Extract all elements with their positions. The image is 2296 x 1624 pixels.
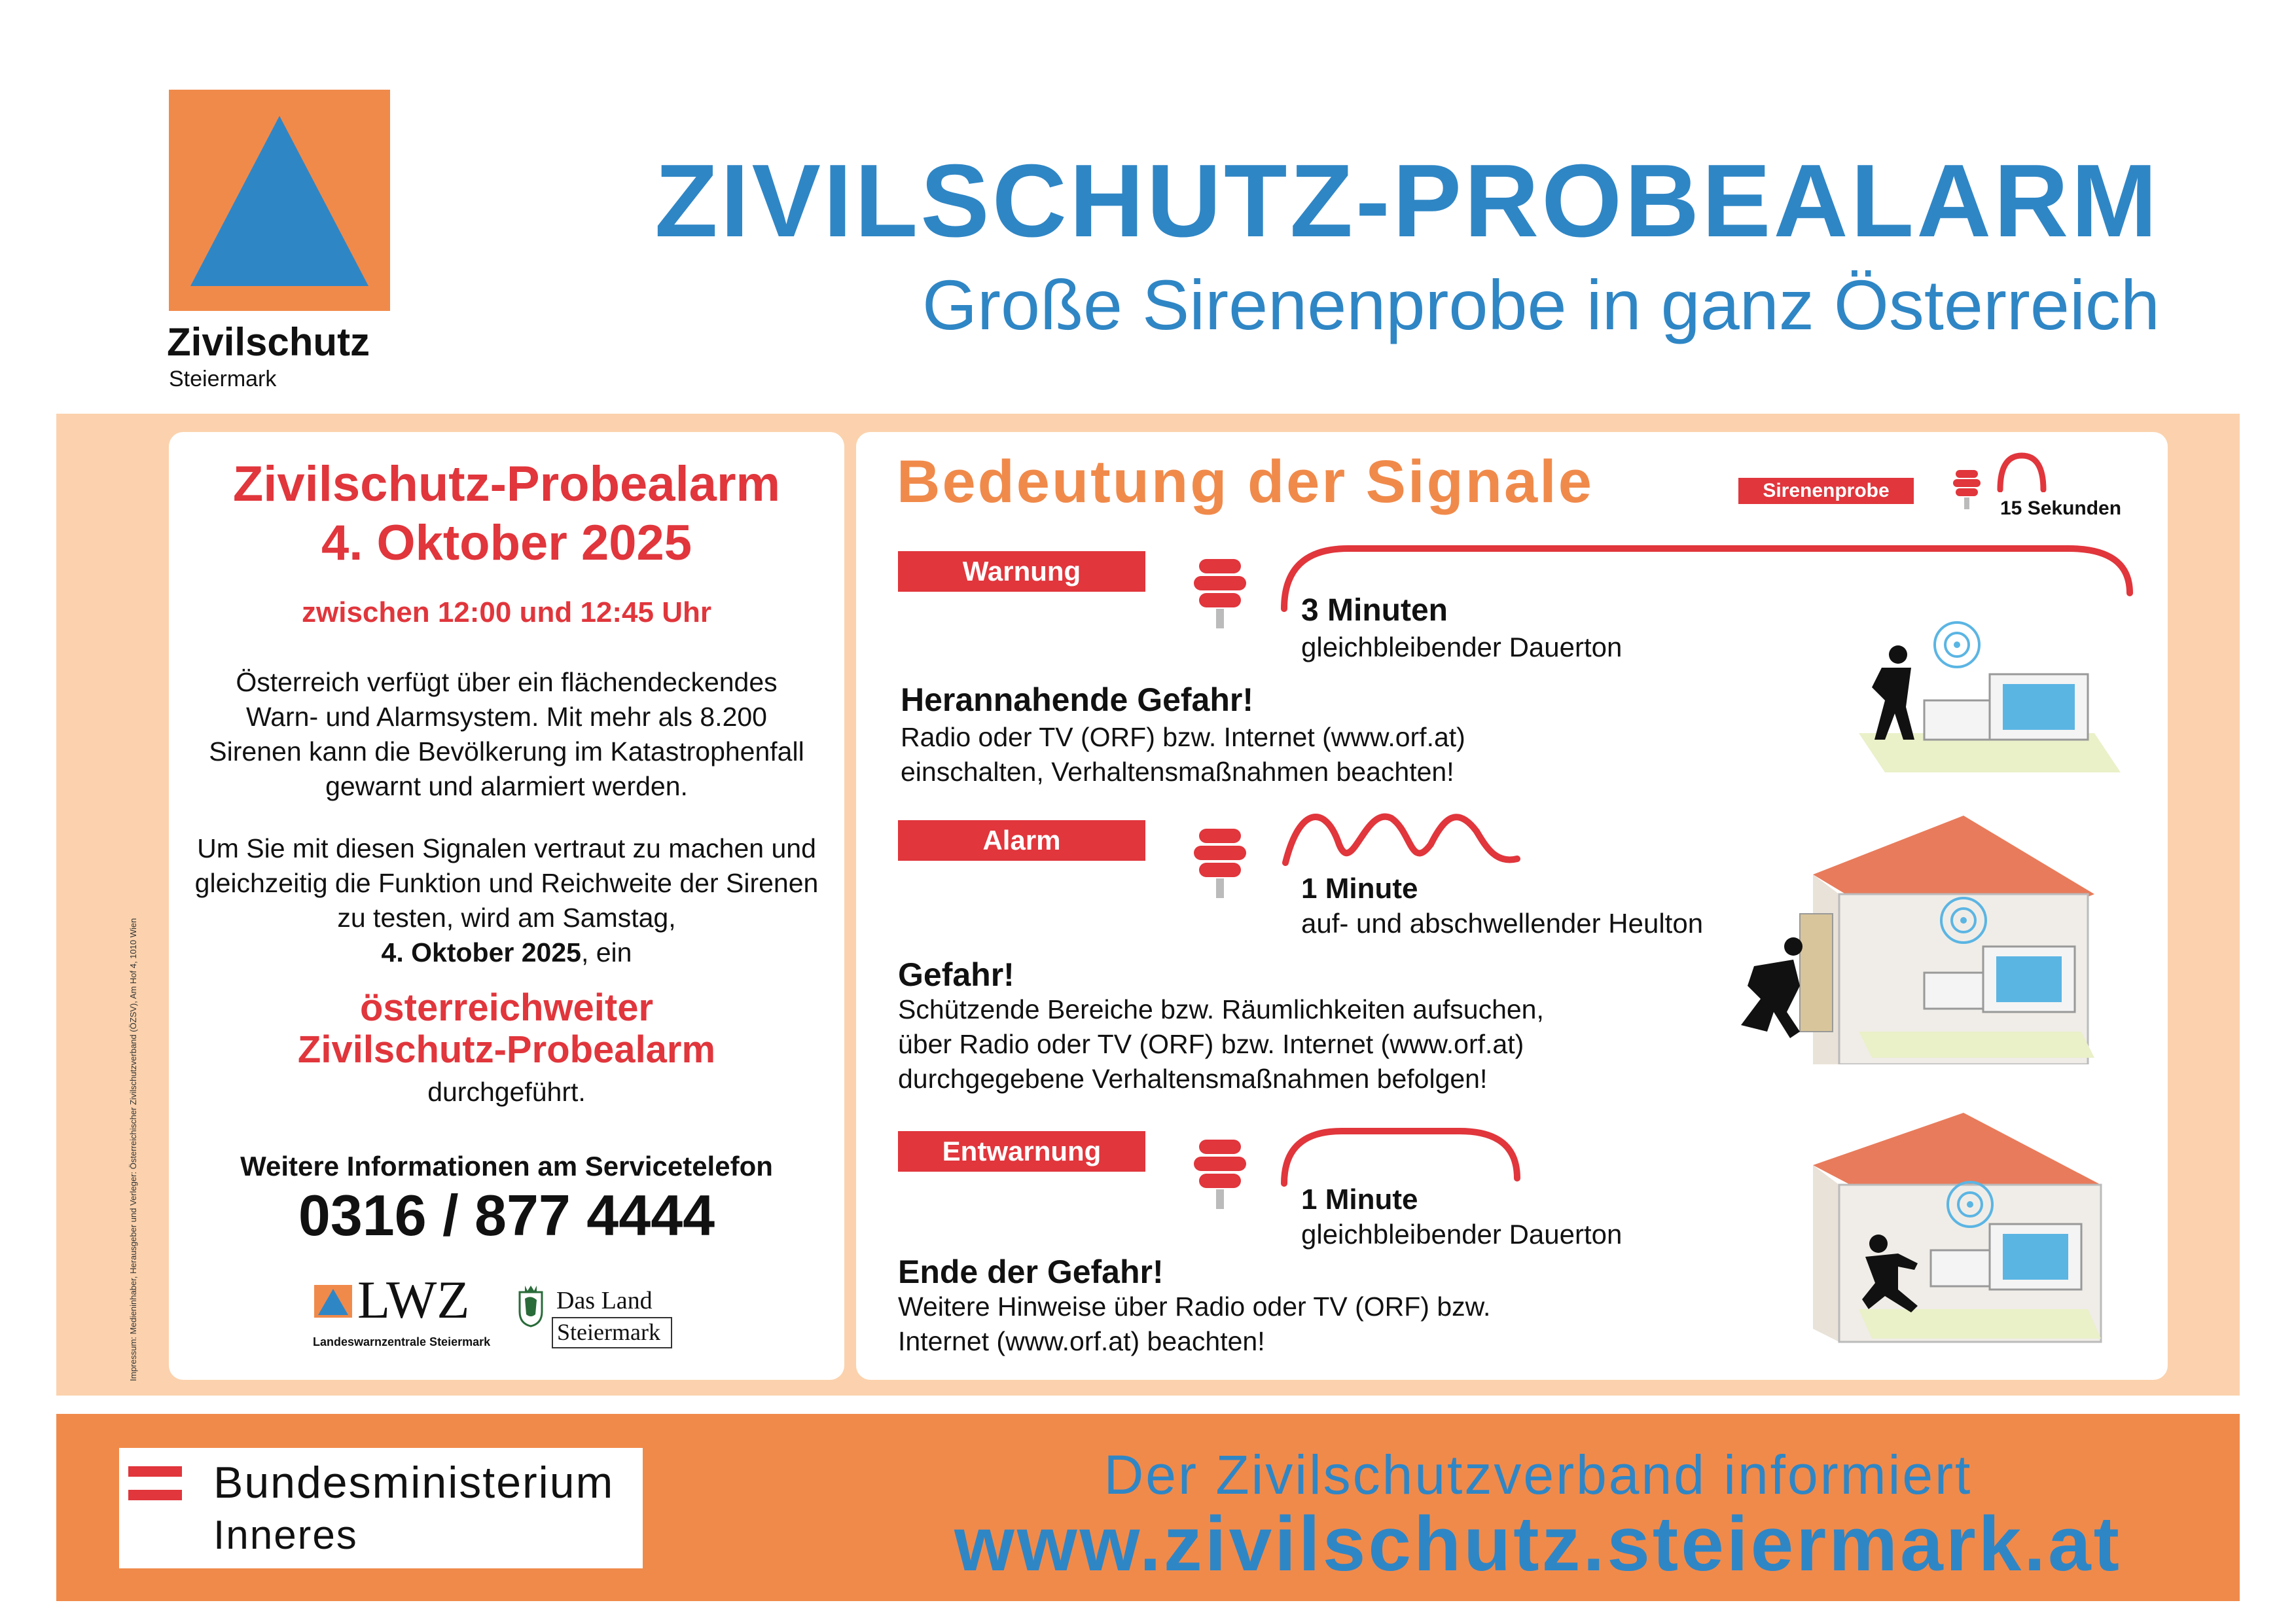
- service-phone: 0316 / 877 4444: [298, 1183, 715, 1248]
- alarm-heading: Gefahr!: [898, 956, 1014, 993]
- service-info: Weitere Informationen am Servicetelefon: [240, 1151, 773, 1182]
- signals-title: Bedeutung der Signale: [897, 448, 1594, 515]
- warnung-duration: 3 Minuten: [1301, 593, 1448, 628]
- left-paragraph-2b: , ein: [581, 937, 632, 967]
- entwarnung-heading: Ende der Gefahr!: [898, 1254, 1164, 1290]
- warnung-heading: Herannahende Gefahr!: [901, 681, 1254, 718]
- warnung-tone: gleichbleibender Dauerton: [1301, 632, 1623, 662]
- entwarnung-text-1: Weitere Hinweise über Radio oder TV (ORF) bzw.: [898, 1291, 1491, 1322]
- entwarnung-duration: 1 Minute: [1301, 1183, 1418, 1216]
- triangle-icon: [169, 90, 390, 311]
- entwarnung-text-2: Internet (www.orf.at) beachten!: [898, 1326, 1265, 1356]
- ministry-line2: Inneres: [213, 1513, 358, 1558]
- austria-flag-icon: [128, 1466, 182, 1502]
- left-paragraph-1: Österreich verfügt über ein flächendeckendes Warn- und Alarmsystem. Mit mehr als 8.200 Sirenen kann die Bevölkerung im Katastrophenfall gewarnt und alarmiert werden.: [209, 667, 804, 801]
- warnung-text-2: einschalten, Verhaltensmaßnahmen beachten!: [901, 757, 1454, 787]
- left-paragraph-2a: Um Sie mit diesen Signalen vertraut zu machen und gleichzeitig die Funktion und Reichweite der Sirenen zu testen, wird am Samstag,: [194, 833, 819, 933]
- signal-label-alarm: Alarm: [898, 820, 1145, 861]
- siren-icon: [1191, 826, 1249, 899]
- alarm-house-illustration-icon: [1728, 816, 2121, 1064]
- wailing-tone-wave-icon: [1280, 812, 1522, 871]
- warnung-illustration-icon: [1820, 609, 2121, 779]
- siren-icon: [1191, 556, 1249, 630]
- lwz-logo-subtitle: Landeswarnzentrale Steiermark: [313, 1335, 491, 1348]
- continuous-tone-short-line-icon: [1276, 1123, 1525, 1189]
- ministry-line1: Bundesministerium: [213, 1458, 615, 1507]
- imprint: Impressum: Medieninhaber, Herausgeber und Verleger: Österreichischer Zivilschutzverband (ÖZSV), Am Hof 4, 1010 Wien: [128, 918, 138, 1381]
- entwarnung-tone: gleichbleibender Dauerton: [1301, 1219, 1623, 1250]
- test-label-badge: Sirenenprobe: [1738, 478, 1914, 504]
- left-highlight-line1: österreichweiter: [359, 986, 654, 1029]
- signal-label-warnung: Warnung: [898, 551, 1145, 592]
- short-tone-arc-icon: [1995, 450, 2049, 492]
- left-highlight-line2: Zivilschutz-Probealarm: [297, 1028, 716, 1071]
- left-done: durchgeführt.: [427, 1077, 586, 1107]
- lwz-triangle-icon: [314, 1285, 352, 1318]
- siren-icon: [1952, 466, 1982, 512]
- zivilschutz-logo: [169, 90, 390, 311]
- alarm-text-3: durchgegebene Verhaltensmaßnahmen befolgen!: [898, 1064, 1488, 1094]
- main-subtitle: Große Sirenenprobe in ganz Österreich: [922, 265, 2160, 344]
- alarm-duration: 1 Minute: [1301, 873, 1418, 905]
- footer-tagline: Der Zivilschutzverband informiert: [1103, 1444, 1973, 1506]
- footer-website: www.zivilschutz.steiermark.at: [954, 1501, 2122, 1587]
- lwz-logo-text: LWZ: [357, 1270, 470, 1329]
- entwarnung-house-illustration-icon: [1806, 1113, 2121, 1348]
- alarm-text-1: Schützende Bereiche bzw. Räumlichkeiten aufsuchen,: [898, 994, 1544, 1024]
- steiermark-crest-icon: [517, 1283, 545, 1327]
- logo-region: Steiermark: [169, 367, 277, 391]
- main-title: ZIVILSCHUTZ-PROBEALARM: [655, 143, 2160, 259]
- logo-name: Zivilschutz: [167, 320, 370, 364]
- left-highlight: [169, 987, 844, 1071]
- warnung-text-1: Radio oder TV (ORF) bzw. Internet (www.orf.at): [901, 722, 1465, 752]
- left-paragraph-2-date: 4. Oktober 2025: [381, 937, 581, 967]
- land-line2-box: [552, 1317, 672, 1348]
- alarm-text-2: über Radio oder TV (ORF) bzw. Internet (www.orf.at): [898, 1029, 1524, 1059]
- signal-label-entwarnung: Entwarnung: [898, 1131, 1145, 1172]
- alarm-tone: auf- und abschwellender Heulton: [1301, 908, 1704, 939]
- left-time: zwischen 12:00 und 12:45 Uhr: [302, 596, 711, 628]
- siren-icon: [1191, 1137, 1249, 1210]
- left-paragraph-2: [169, 831, 844, 970]
- left-title: Zivilschutz-Probealarm: [232, 456, 781, 512]
- test-duration: 15 Sekunden: [2000, 497, 2122, 519]
- left-date: 4. Oktober 2025: [321, 515, 692, 571]
- land-line1: Das Land: [556, 1287, 653, 1314]
- land-line2: Steiermark: [557, 1319, 660, 1345]
